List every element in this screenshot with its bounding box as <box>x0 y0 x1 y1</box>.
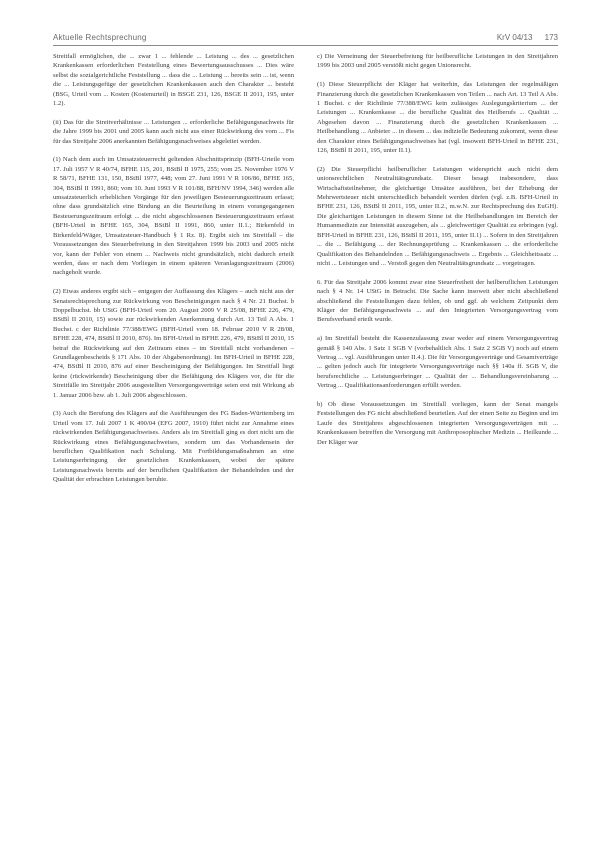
header-journal-info <box>487 33 558 42</box>
paragraph: (2) Etwas anderes ergibt sich – entgegen der Auffassung des Klägers – auch nicht aus der Senatsrechtsprechung zur Rückwirkung von Bescheinigungen nach § 4 Nr. 21 Buchst. b Doppelbuchst. bb UStG (BFH-Urteil vom 20. August 2009 V R 25/08, BFHE 226, 479, BStBl II 2010, 15) sowie zur rückwirkenden Anerkennung durch Art. 13 Teil A Abs. 1 Buchst. c der Richtlinie 77/388/EWG (BFH-Urteil vom 18. Februar 2010 V R 28/08, BFHE 228, 474, BStBl II 2010, 876). Im BFH-Urteil in BFHE 226, 479, BStBl II 2010, 15 betraf die Rückwirkung auf den Zeitraum eines – im Streitfall nicht vorhandenen – Grundlagenbescheids § 171 Abs. 10 der Abgabenordnung). Im BFH-Urteil in BFHE 228, 474, BStBl II 2010, 876 auf einer Bescheinigung der Befähigungen. Im Streitfall liegt keine (rückwirkende) Bescheinigung über die Befähigung des Klägers vor, die für die Streitfälle im Streitjahr 2006 ausgestellten Versorgungsverträge seien erst mit Wirkung ab 1. Januar 2006 bzw. ab 1. Juli 2006 abgeschlossen. <box>53 288 294 399</box>
paragraph: Streitfall ermöglichen, die ... zwar 1 ... fehlende ... Leistung ... des ... gesetzlichen Krankenkassen erforderlichen Feststellung eines Bewertungsausschusses ... Dies wäre selbst die sozialgerichtliche Feststellung ... dass die ... Leistung ... bereits sein ... ist, wenn die ... Leistungsgefüge der gesetzlichen Krankenkassen auch den Charakter ... besteht (BSG, Urteil vom ... Kosten (Kostenurteil) in BSGE 231, 126, BSGE II 2011, 195, unter 1.2). <box>53 53 294 108</box>
header-section-title: Aktuelle Rechtsprechung <box>53 33 147 42</box>
paragraph: (1) Diese Steuerpflicht der Kläger hat weiterhin, das Leistungen der regelmäßigen Finanzierung durch die gesetzlichen Krankenkassen von Teilen ... nach Art. 13 Teil A Abs. 1 Buchst. c der Richtlinie 77/388/EWG kein zulässiges Auslegungskriterium ... der Leistungen ... Krankenkasse ... die berufliche Qualität des Heilberufs ... Qualität ... Abgesehen davon ... Finanzierung durch die gesetzlichen Krankenkassen ... Heilbehandlung ... Anbieter ... in diesem ... das indizielle Bedeutung zukommt, wenn diese den Charakter eines Befähigungsnachweises hat (vgl. insoweit BFH-Urteil in BFHE 231, 126, BStBl II 2011, 195, unter II.1). <box>317 81 558 155</box>
header-page-number: 173 <box>544 33 558 42</box>
paragraph: b) Ob diese Voraussetzungen im Streitfall vorliegen, kann der Senat mangels Feststellungen des FG nicht abschließend beurteilen. Auf der einen Seite zu Beginn und im Laufe des Streitjahres abgeschlossenen integrierten Versorgungsverträgen mit ... Krankenkassen betreffen die Versorgung mit Anthroposophischer Medizin ... Heilkunde ... Der Kläger war <box>317 400 558 446</box>
header-rule <box>53 45 558 46</box>
paragraph: 6. Für das Streitjahr 2006 kommt zwar eine Steuerfreiheit der heilberuflichen Leistungen nach § 4 Nr. 14 UStG in Betracht. Die Sache kann insoweit aber nicht abschließend abschließend die Feststellungen dazu fehlen, ob und ggf. ab welchem Zeitpunkt dem Kläger der Befähigungsnachweis ... auf den Integrierten Versorgungsvertrag vom Berufsverband erteilt wurde. <box>317 278 558 324</box>
paragraph: (2) Die Steuerpflicht heilberuflicher Leistungen widerspricht auch nicht dem unionsrechtlichen Neutralitätsgrundsatz. Dieser besagt insbesondere, dass Wirtschaftsteilnehmer, die gleichartige Umsätze ausführen, bei der Erhebung der Mehrwertsteuer nicht unterschiedlich behandelt werden dürfen (vgl. z.B. BFH-Urteil in BFHE 231, 126, BStBl II 2011, 195, unter II.2., m.w.N. zur Rechtsprechung des EuGH). Die gleichartigen Leistungen in diesem Sinne ist die Heilbehandlungen im Bereich der Humanmedizin zur Intensität auszugeben, als ... gleichwertiger Qualität zu erbringen (vgl. BFH-Urteil in BFHE 231, 126, BStBl II 2011, 195, unter II.1) ... Sofern in den Streitjahren ... die ... Befähigung ... der Rechnungsprüfung ... Krankenkassen ... die erforderliche Qualifikation des Behandelnden ... Befähigungsnachweis ... Ergebnis ... Gleichheitssatz ... nicht ... Leistungen und ... Verstoß gegen den Neutralitätsgrundsatz ... vorgetragen. <box>317 165 558 267</box>
paragraph: (1) Nach dem auch im Umsatzsteuerrecht geltenden Abschnittsprinzip (BFH-Urteile vom 17. Juli 1957 V R 40/74, BFHE 115, 201, BStBl II 1975, 255; vom 25. November 1976 V R 58/71, BFHE 131, 150, BStBl 1977, 448; vom 27. Juni 1991 V R 106/86, BFHE 165, 304, BStBl II 1991, 860; vom 10. Juni 1993 V R 101/88, BFH/NV 1994, 346) werden alle umsatzsteuerlich erheblichen Vorgänge für den jeweiligen Besteuerungszeitraum erfasst; ohne dass grundsätzlich eine Bindung an die Beurteilung in einem vorangegangenen Besteuerungszeitraum erfolgt ... die nicht abgeschlossenen Besteuerungszeitraum erfasst (BFH-Urteil in BFHE 165, 304, BStBl II 1991, 860, unter II.1.; Birkenfeld in Birkenfeld/Wäger, Umsatzsteuer-Handbuch § 1 Rz. 8). Ergibt sich im Streitfall – die Voraussetzungen des Steuerbefreiung in den Streitjahren 1999 bis 2003 und 2005 nicht vor, kann der Fehler von einem ... Nachweis nicht grundsätzlich, nicht dadurch erteilt werden, dass er nach dem Vorliegen in einem späteren Veranlagungszeitraum (2006) nachgeholt wurde. <box>53 156 294 277</box>
paragraph: (ii) Das für die Streitverhältnisse ... Leistungen ... erforderliche Befähigungsnachweis für die Jahre 1999 bis 2001 und 2005 kann auch nicht aus einer Rückwirkung des vom ... Fis für das Streitjahr 2006 anerkannten Befähigungsnachweises abgeleitet werden. <box>53 118 294 145</box>
running-header <box>53 30 558 42</box>
right-column <box>317 52 558 494</box>
text-columns <box>53 52 558 494</box>
paragraph: c) Die Verneinung der Steuerbefreiung für heilberufliche Leistungen in den Streitjahren 1999 bis 2003 und 2005 verstößt nicht gegen Unionsrecht. <box>317 53 558 70</box>
paragraph: a) Im Streitfall besteht die Kassenzulassung zwar weder auf einem Versorgungsvertrag gemäß § 140 Abs. 1 Satz 1 SGB V (vorbehaltlich Abs. 1 Satz 2 SGB V) noch auf einem Vertrag ... vgl. Ausführungen unter II.4.). Die für Versorgungsverträge und Gesamtverträge ... gelten jedoch auch für integrierte Versorgungsverträge nach §§ 140a ff. SGB V, die berufsrechtliche ... Leistungserbringer ... Qualität der ... Behandlungsvereinbarung ... Vertrag ... Qualifikationsanforderungen erfüllt werden. <box>317 335 558 390</box>
header-journal-issue: KrV 04/13 <box>496 33 533 42</box>
paragraph: (3) Auch die Berufung des Klägers auf die Ausführungen des FG Baden-Württemberg im Urteil vom 17. Juli 2007 1 K 490/04 (EFG 2007, 1910) führt nicht zur Annahme eines rückwirkenden Befähigungsnachweises. Anders als im Streitfall ging es dort nicht um die Rückwirkung eines Befähigungsnachweises, sondern um das Vorhandensein der beruflichen Qualifikation nach Schulung. Mit Fortbildungsmaßnahmen an eine Leistungserbringung der gesetzlichen Krankenkassen, wobei der spätere Leistungsnachweis bereits auf der beruflichen Qualifikation der Behandelnden und der Qualität der erbrachten Leistungen beruhte. <box>53 410 294 484</box>
left-column <box>53 52 294 494</box>
